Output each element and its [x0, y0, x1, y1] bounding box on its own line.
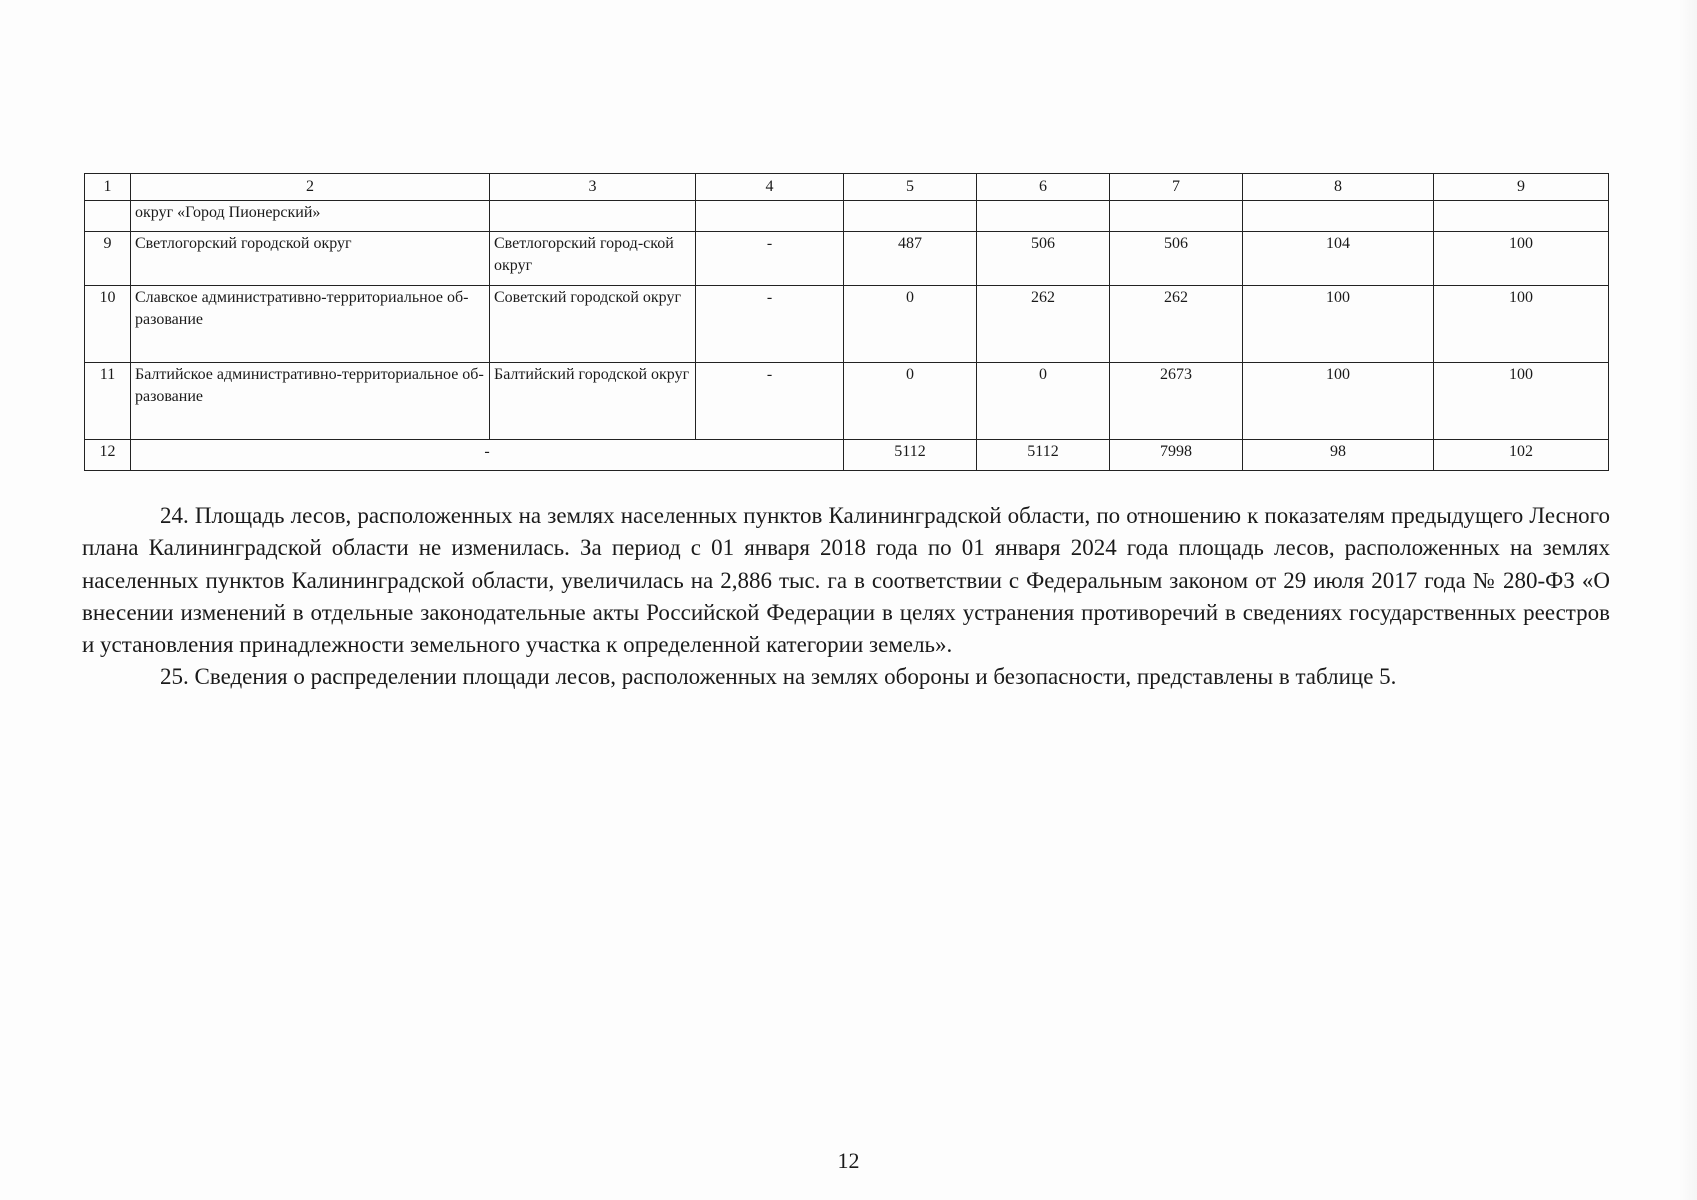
column-number-9: 9 — [1434, 174, 1609, 201]
cell-col4: - — [696, 232, 844, 286]
column-number-1: 1 — [85, 174, 131, 201]
row-number: 12 — [85, 440, 131, 471]
table-row — [85, 232, 1609, 286]
total-col6: 5112 — [977, 440, 1110, 471]
cell-col9: 100 — [1434, 232, 1609, 286]
cell-col5: 0 — [844, 363, 977, 440]
district-name: Балтийский городской округ — [490, 363, 696, 440]
cell-col7: 262 — [1110, 286, 1243, 363]
paragraph-25: 25. Сведения о распределении площади лесов, расположенных на землях обороны и безопасности, представлены в таблице 5. — [160, 664, 1397, 690]
continuation-cell: округ «Город Пионерский» — [131, 201, 490, 232]
total-col7: 7998 — [1110, 440, 1243, 471]
column-number-5: 5 — [844, 174, 977, 201]
cell-col6: 262 — [977, 286, 1110, 363]
total-col8: 98 — [1243, 440, 1434, 471]
column-number-6: 6 — [977, 174, 1110, 201]
column-number-4: 4 — [696, 174, 844, 201]
cell-col5: 487 — [844, 232, 977, 286]
cell-col9: 100 — [1434, 363, 1609, 440]
total-col9: 102 — [1434, 440, 1609, 471]
column-number-3: 3 — [490, 174, 696, 201]
district-name: Советский городской округ — [490, 286, 696, 363]
municipality-name: Балтийское административно-территориальное об-разование — [131, 363, 490, 440]
cell-col9: 100 — [1434, 286, 1609, 363]
total-col5: 5112 — [844, 440, 977, 471]
table-header-row — [85, 174, 1609, 201]
cell-col7: 506 — [1110, 232, 1243, 286]
cell-col4: - — [696, 286, 844, 363]
table-row-continuation — [85, 201, 1609, 232]
scan-edge-shadow — [1679, 0, 1697, 1200]
forest-area-table — [84, 173, 1609, 471]
row-number: 11 — [85, 363, 131, 440]
district-name: Светлогорский город-ской округ — [490, 232, 696, 286]
cell-col6: 0 — [977, 363, 1110, 440]
cell-col4: - — [696, 363, 844, 440]
cell-col8: 104 — [1243, 232, 1434, 286]
cell-col6: 506 — [977, 232, 1110, 286]
row-number: 10 — [85, 286, 131, 363]
page-number: 12 — [837, 1148, 860, 1173]
table-row — [85, 363, 1609, 440]
column-number-2: 2 — [131, 174, 490, 201]
paragraph-24: 24. Площадь лесов, расположенных на землях населенных пунктов Калининградской области, по отношению к показателям предыдущего Лесного плана Калининградской области не изменилась. За период с 01 января 2018 года по 01 января 2024 года площадь лесов, расположенных на землях населенных пунктов Калининградской области, увеличилась на 2,886 тыс. га в соответствии с Федеральным законом от 29 июля 2017 года № 280-ФЗ «О внесении изменений в отдельные законодательные акты Российской Федерации в целях устранения противоречий в сведениях государственных реестров и установления принадлежности земельного участка к определенной категории земель». — [82, 503, 1610, 658]
municipality-name: Светлогорский городской округ — [131, 232, 490, 286]
cell-col7: 2673 — [1110, 363, 1243, 440]
municipality-name: Славское административно-территориальное об-разование — [131, 286, 490, 363]
column-number-8: 8 — [1243, 174, 1434, 201]
table-total-row — [85, 440, 1609, 471]
cell-col8: 100 — [1243, 363, 1434, 440]
total-label: - — [131, 440, 844, 471]
column-number-7: 7 — [1110, 174, 1243, 201]
body-text — [82, 500, 1610, 694]
row-number: 9 — [85, 232, 131, 286]
table-row — [85, 286, 1609, 363]
cell-col8: 100 — [1243, 286, 1434, 363]
cell-col5: 0 — [844, 286, 977, 363]
